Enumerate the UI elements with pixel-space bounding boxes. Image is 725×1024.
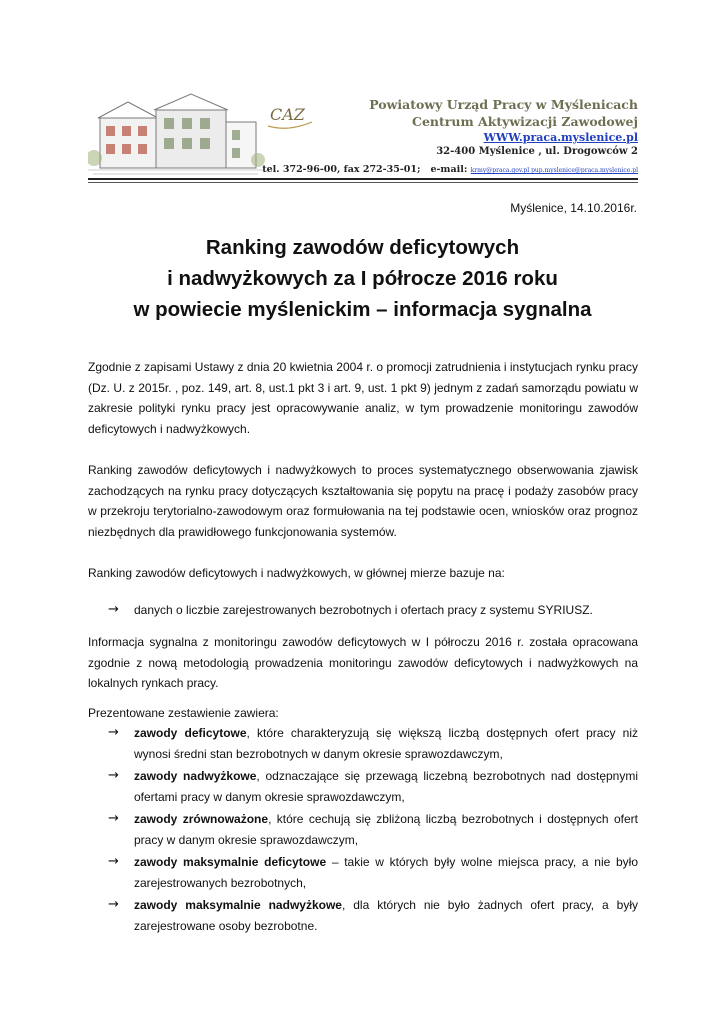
arrow-icon: → <box>108 811 119 826</box>
arrow-icon: → <box>108 725 119 740</box>
email-label: e-mail: <box>430 164 468 175</box>
phone-fax: tel. 372-96-00, fax 272-35-01; <box>262 164 421 175</box>
term-bold: zawody deficytowe <box>134 726 247 740</box>
term-description: – takie w których były wolne miejsca pracy, a nie było zarejestrowanych bezrobotnych, <box>134 855 639 890</box>
list-item <box>88 809 638 850</box>
document-title <box>80 232 645 325</box>
contact-line <box>262 164 638 175</box>
arrow-icon: → <box>108 601 119 617</box>
term-description: , które charakteryzują się większą liczbą dostępnych ofert pracy niż wynosi średni stan bezrobotnych w danym okresie sprawozdawczym, <box>134 726 638 761</box>
organization-block <box>369 96 638 159</box>
contents-list <box>88 723 638 936</box>
letterhead <box>88 88 638 180</box>
arrow-icon: → <box>108 768 119 783</box>
title-line-3: w powiecie myślenickim – informacja sygnalna <box>133 298 592 321</box>
document-date: Myślenice, 14.10.2016r. <box>510 201 637 215</box>
paragraph-methodology: Informacja sygnalna z monitoringu zawodów deficytowych w I półroczu 2016 r. została opracowana zgodnie z nową metodologią prowadzenia monitoringu zawodów deficytowych i nadwyżkowych na lokalnych rynkach pracy. <box>88 635 638 690</box>
term-bold: zawody maksymalnie deficytowe <box>134 855 327 869</box>
header-divider <box>88 178 638 180</box>
list-item <box>88 852 638 893</box>
term-bold: zawody nadwyżkowe <box>134 769 257 783</box>
list-item <box>88 600 638 621</box>
term-description: , dla których nie było żadnych ofert pracy, a były zarejestrowane osoby bezrobotne. <box>134 898 638 933</box>
email-links[interactable]: krmy@praca.gov.pl pup.myslenice@praca.myslenice.pl <box>470 167 638 174</box>
website-link[interactable]: WWW.praca.myslenice.pl <box>483 131 638 144</box>
term-description: , które cechują się zbliżoną liczbą bezrobotnych i dostępnych ofert pracy w danym okresie sprawozdawczym, <box>134 812 638 847</box>
organization-subtitle: Centrum Aktywizacji Zawodowej <box>412 114 638 129</box>
header-divider-thin <box>88 182 638 183</box>
list-item-text: danych o liczbie zarejestrowanych bezrobotnych i ofertach pracy z systemu SYRIUSZ. <box>134 602 593 617</box>
title-line-2: i nadwyżkowych za I półrocze 2016 roku <box>167 267 558 290</box>
term-description: , odznaczające się przewagą liczebną bezrobotnych nad dostępnymi ofertami pracy w danym okresie sprawozdawczym, <box>134 769 639 804</box>
list-item <box>88 723 638 764</box>
basis-list <box>88 600 638 621</box>
term-bold: zawody maksymalnie nadwyżkowe <box>134 898 342 912</box>
paragraph-contents-intro: Prezentowane zestawienie zawiera: <box>88 705 279 720</box>
caz-logo-text: CAZ <box>270 105 305 124</box>
list-item <box>88 766 638 807</box>
paragraph-legal-basis: Zgodnie z zapisami Ustawy z dnia 20 kwietnia 2004 r. o promocji zatrudnienia i instytucjach rynku pracy (Dz. U. z 2015r. , poz. 149, art. 8, ust.1 pkt 3 i art. 9, ust. 1 pkt 9) jednym z zadań samorządu powiatu w zakresie polityki rynku pracy jest opracowywanie analiz, w tym prowadzenie monitoringu zawodów deficytowych i nadwyżkowych. <box>88 360 638 436</box>
address: 32-400 Myślenice , ul. Drogowców 2 <box>436 146 638 157</box>
paragraph-definition: Ranking zawodów deficytowych i nadwyżkowych to proces systematycznego obserwowania zjawisk zachodzących na rynku pracy dotyczących kształtowania się popytu na pracę i podaży zasobów pracy w przekroju terytorialno-zawodowym oraz formułowania na tej podstawie ocen, wniosków oraz prognoz niezbędnych dla prawidłowego funkcjonowania systemów. <box>88 463 638 539</box>
arrow-icon: → <box>108 897 119 912</box>
list-item <box>88 895 638 936</box>
paragraph-basis-intro: Ranking zawodów deficytowych i nadwyżkowych, w głównej mierze bazuje na: <box>88 566 505 580</box>
term-bold: zawody zrównoważone <box>134 812 269 826</box>
document-body <box>88 357 638 936</box>
title-line-1: Ranking zawodów deficytowych <box>205 236 520 259</box>
arrow-icon: → <box>108 854 119 869</box>
organization-name: Powiatowy Urząd Pracy w Myślenicach <box>369 97 638 112</box>
